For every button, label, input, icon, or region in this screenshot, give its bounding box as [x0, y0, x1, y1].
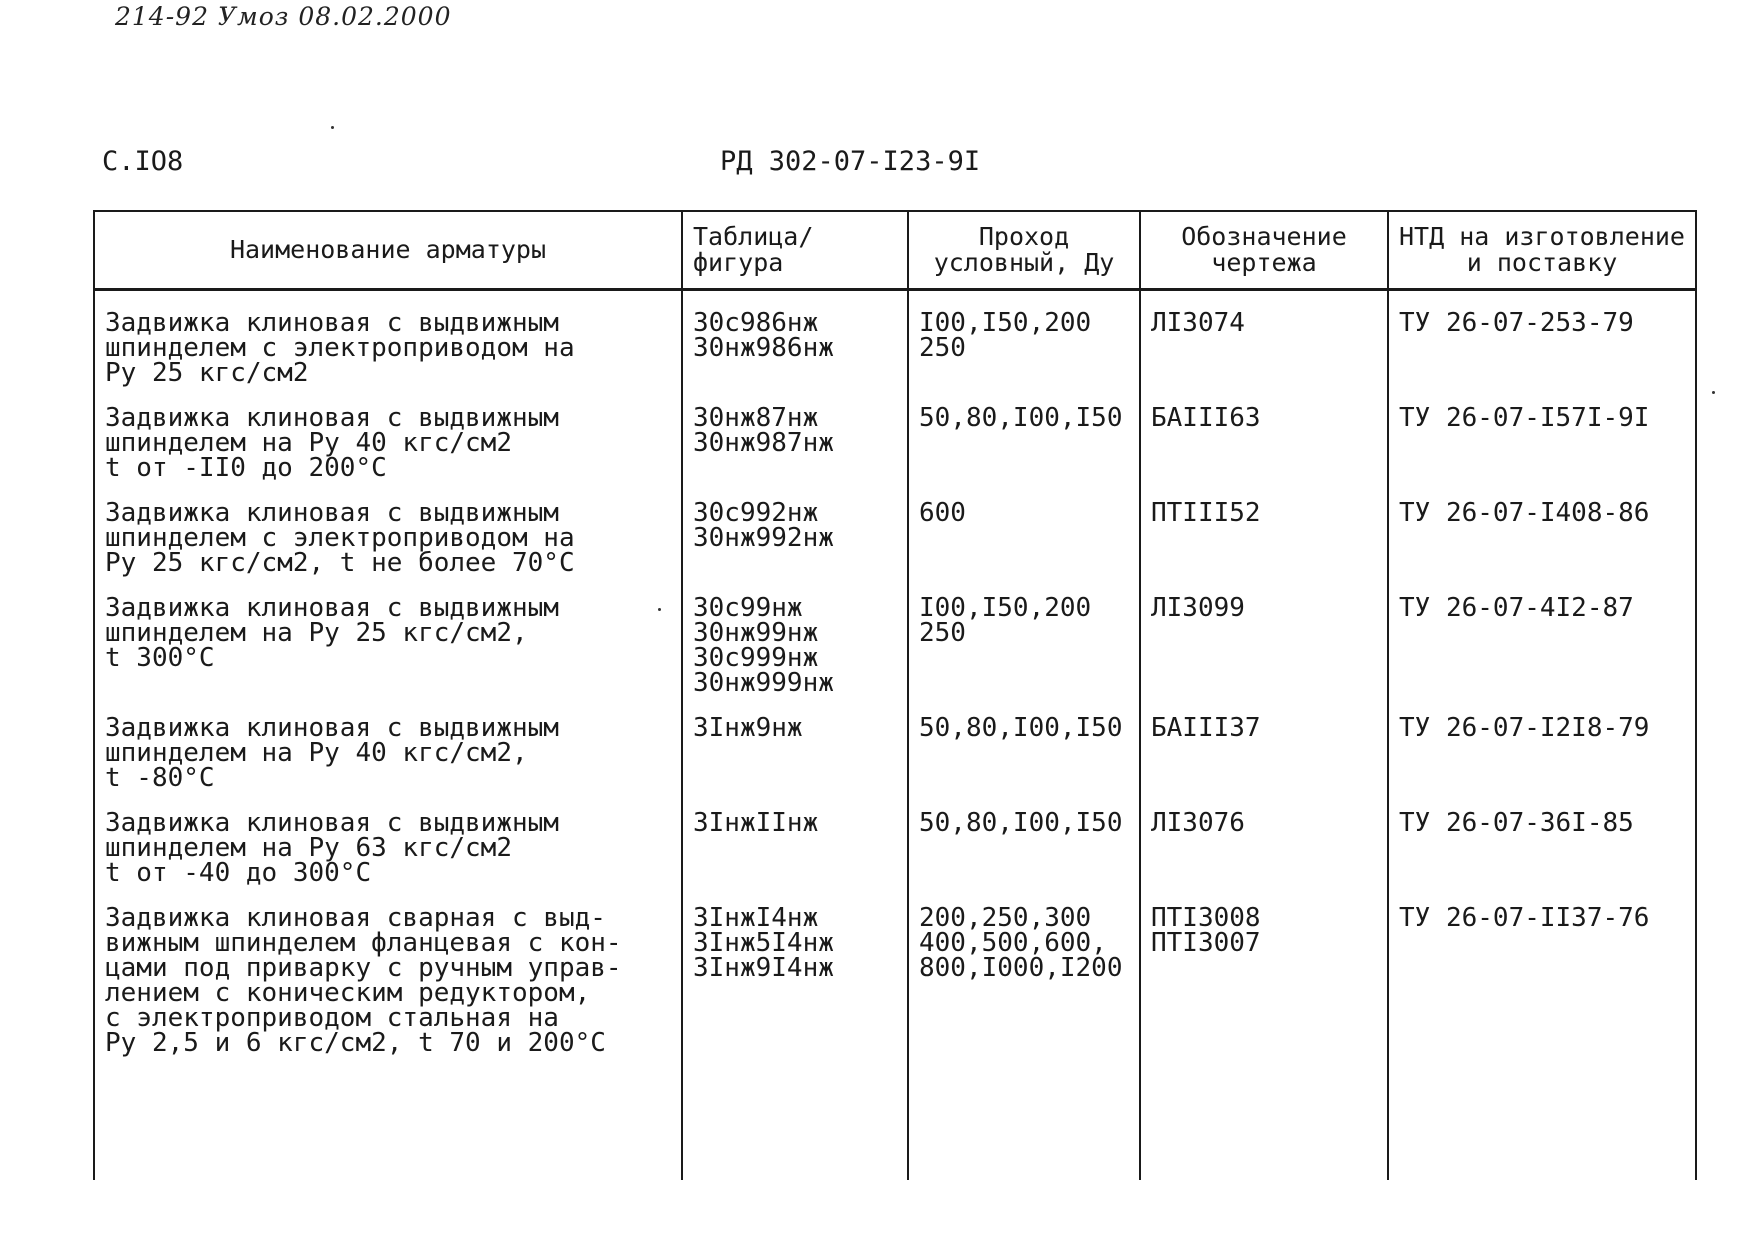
cell-name: Задвижка клиновая с выдвижным шпинделем на Ру 40 кгс/см2, t -80°С	[94, 710, 682, 791]
cell-figure: 30нж87нж 30нж987нж	[682, 400, 908, 481]
cell-drawing: ПТIII52	[1140, 495, 1388, 576]
table-row	[94, 495, 1696, 576]
column-header-figure: Таблица/ фигура	[682, 211, 908, 290]
handwritten-annotation: 214-92 Умоз 08.02.2000	[115, 2, 452, 31]
cell-ntd: ТУ 26-07-II37-76	[1388, 900, 1696, 1056]
table-row	[94, 590, 1696, 696]
stray-dot	[1712, 391, 1715, 394]
cell-name: Задвижка клиновая с выдвижным шпинделем на Ру 63 кгс/см2 t от -40 до 300°С	[94, 805, 682, 886]
column-header-drawing: Обозначение чертежа	[1140, 211, 1388, 290]
cell-ntd: ТУ 26-07-36I-85	[1388, 805, 1696, 886]
cell-figure: 3IнжIIнж	[682, 805, 908, 886]
valves-table	[93, 210, 1697, 1180]
cell-ntd: ТУ 26-07-I57I-9I	[1388, 400, 1696, 481]
page-number: С.IО8	[102, 146, 184, 177]
cell-du: 200,250,300 400,500,600, 800,I000,I200	[908, 900, 1140, 1056]
cell-drawing: ЛI3074	[1140, 305, 1388, 386]
cell-name: Задвижка клиновая с выдвижным шпинделем с электроприводом на Ру 25 кгс/см2	[94, 305, 682, 386]
cell-drawing: БАIII63	[1140, 400, 1388, 481]
column-header-ntd: НТД на изготовление и поставку	[1388, 211, 1696, 290]
stray-dot	[331, 126, 334, 129]
cell-du: I00,I50,200 250	[908, 305, 1140, 386]
cell-du: 50,80,I00,I50	[908, 710, 1140, 791]
cell-drawing: ПТI3008 ПТI3007	[1140, 900, 1388, 1056]
cell-drawing: ЛI3099	[1140, 590, 1388, 696]
cell-du: 50,80,I00,I50	[908, 805, 1140, 886]
cell-du: 50,80,I00,I50	[908, 400, 1140, 481]
table-row	[94, 900, 1696, 1056]
cell-figure: 30с986нж 30нж986нж	[682, 305, 908, 386]
column-header-name: Наименование арматуры	[94, 211, 682, 290]
cell-name: Задвижка клиновая с выдвижным шпинделем на Ру 25 кгс/см2, t 300°С	[94, 590, 682, 696]
cell-figure: 3Iнж9нж	[682, 710, 908, 791]
document-code: РД 302-07-I23-9I	[720, 146, 981, 177]
cell-drawing: ЛI3076	[1140, 805, 1388, 886]
cell-figure: 30с992нж 30нж992нж	[682, 495, 908, 576]
cell-ntd: ТУ 26-07-4I2-87	[1388, 590, 1696, 696]
column-header-du: Проход условный, Ду	[908, 211, 1140, 290]
cell-name: Задвижка клиновая с выдвижным шпинделем с электроприводом на Ру 25 кгс/см2, t не более 70°С	[94, 495, 682, 576]
cell-name: Задвижка клиновая с выдвижным шпинделем на Ру 40 кгс/см2 t от -II0 до 200°С	[94, 400, 682, 481]
cell-figure: 30с99нж 30нж99нж 30с999нж 30нж999нж	[682, 590, 908, 696]
cell-du: I00,I50,200 250	[908, 590, 1140, 696]
table-row	[94, 710, 1696, 791]
cell-figure: 3IнжI4нж 3Iнж5I4нж 3Iнж9I4нж	[682, 900, 908, 1056]
cell-drawing: БАIII37	[1140, 710, 1388, 791]
cell-ntd: ТУ 26-07-I2I8-79	[1388, 710, 1696, 791]
cell-ntd: ТУ 26-07-253-79	[1388, 305, 1696, 386]
table-row	[94, 805, 1696, 886]
cell-name: Задвижка клиновая сварная с выд- вижным шпинделем фланцевая с кон- цами под приварку с ручным управ- лением с коническим редуктором, с электроприводом стальная на Ру 2,5 и 6 кгс/см2, t 70 и 200°С	[94, 900, 682, 1056]
table-row	[94, 305, 1696, 386]
cell-ntd: ТУ 26-07-I408-86	[1388, 495, 1696, 576]
table-header-row	[94, 211, 1696, 290]
cell-du: 600	[908, 495, 1140, 576]
table-row	[94, 400, 1696, 481]
